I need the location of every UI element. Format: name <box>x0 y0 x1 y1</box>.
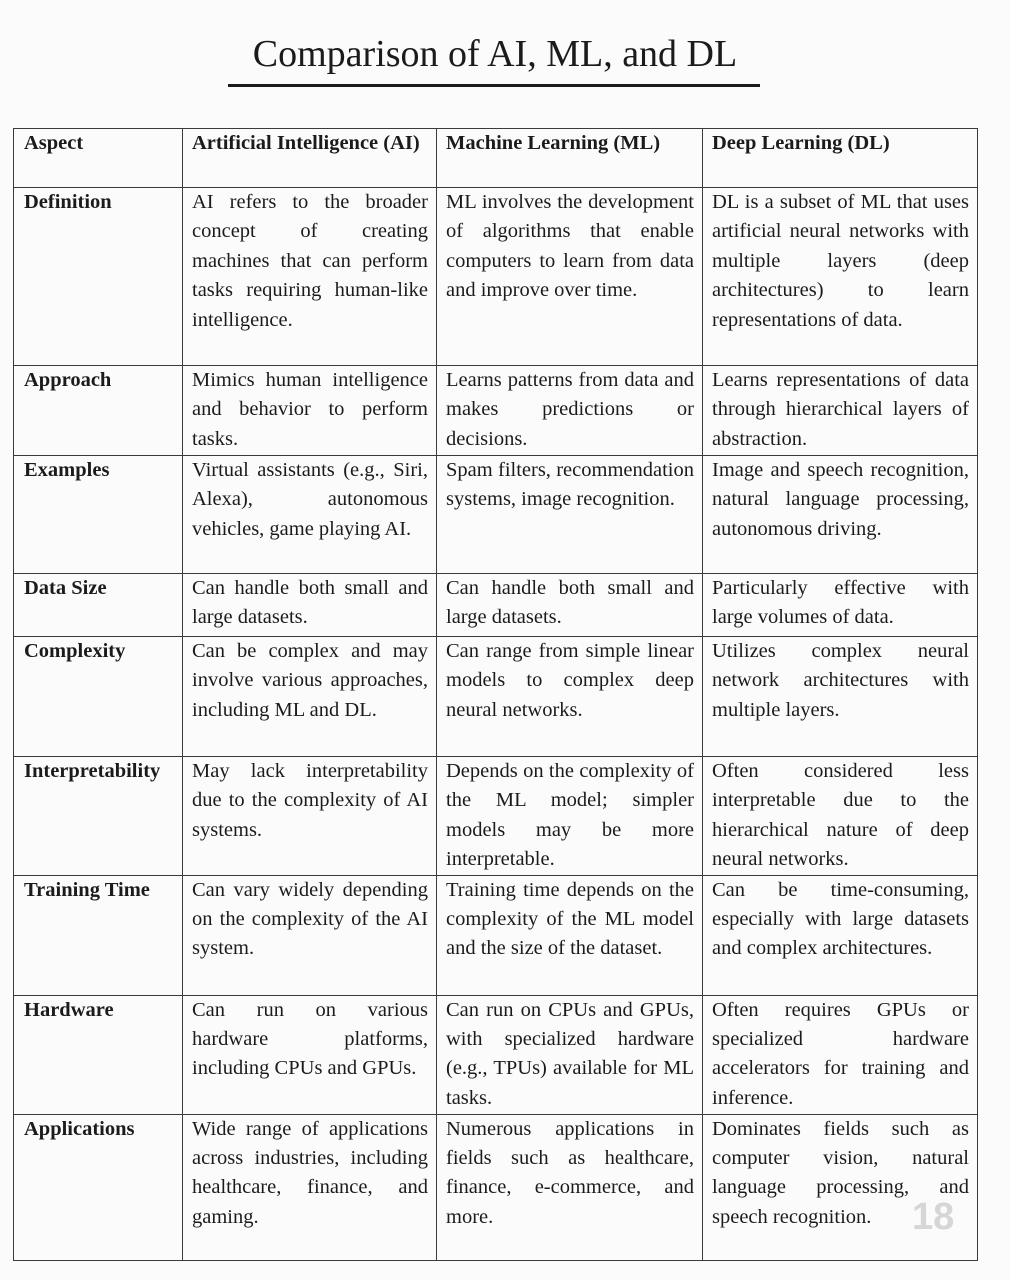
table-row <box>14 757 978 876</box>
page-number-watermark: 18 <box>912 1196 955 1238</box>
row-aspect: Applications <box>14 1114 183 1260</box>
row-ai: May lack interpretability due to the complexity of AI systems. <box>183 757 437 876</box>
table-row <box>14 456 978 574</box>
row-dl: Learns representations of data through hierarchical layers of abstraction. <box>703 366 978 456</box>
row-ai: Virtual assistants (e.g., Siri, Alexa), autonomous vehicles, game playing AI. <box>183 456 437 574</box>
table-row <box>14 1114 978 1260</box>
row-dl: Image and speech recognition, natural language processing, autonomous driving. <box>703 456 978 574</box>
row-aspect: Definition <box>14 188 183 366</box>
table-row <box>14 637 978 757</box>
table-row <box>14 366 978 456</box>
row-ai: Mimics human intelligence and behavior to perform tasks. <box>183 366 437 456</box>
header-ml: Machine Learning (ML) <box>437 129 703 188</box>
row-aspect: Data Size <box>14 574 183 637</box>
row-dl: Often considered less interpretable due to the hierarchical nature of deep neural networks. <box>703 757 978 876</box>
header-row <box>14 129 978 188</box>
row-aspect: Examples <box>14 456 183 574</box>
row-ml: Training time depends on the complexity of the ML model and the size of the dataset. <box>437 875 703 995</box>
row-ai: Can run on various hardware platforms, including CPUs and GPUs. <box>183 995 437 1114</box>
row-ai: Wide range of applications across industries, including healthcare, finance, and gaming. <box>183 1114 437 1260</box>
row-ml: Learns patterns from data and makes predictions or decisions. <box>437 366 703 456</box>
table-row <box>14 574 978 637</box>
row-ml: Numerous applications in fields such as healthcare, finance, e-commerce, and more. <box>437 1114 703 1260</box>
row-ai: Can handle both small and large datasets. <box>183 574 437 637</box>
header-ai: Artificial Intelligence (AI) <box>183 129 437 188</box>
row-aspect: Hardware <box>14 995 183 1114</box>
row-dl: DL is a subset of ML that uses artificial neural networks with multiple layers (deep architectures) to learn representations of data. <box>703 188 978 366</box>
table-row <box>14 995 978 1114</box>
row-dl: Often requires GPUs or specialized hardware accelerators for training and inference. <box>703 995 978 1114</box>
row-ml: Depends on the complexity of the ML model; simpler models may be more interpretable. <box>437 757 703 876</box>
row-ai: Can vary widely depending on the complexity of the AI system. <box>183 875 437 995</box>
row-ml: Spam filters, recommendation systems, image recognition. <box>437 456 703 574</box>
header-dl: Deep Learning (DL) <box>703 129 978 188</box>
row-ml: ML involves the development of algorithms that enable computers to learn from data and improve over time. <box>437 188 703 366</box>
title-underline <box>228 84 760 87</box>
row-aspect: Approach <box>14 366 183 456</box>
row-dl: Dominates fields such as computer vision, natural language processing, and speech recognition. <box>703 1114 978 1260</box>
row-ml: Can handle both small and large datasets. <box>437 574 703 637</box>
row-ml: Can run on CPUs and GPUs, with specialized hardware (e.g., TPUs) available for ML tasks. <box>437 995 703 1114</box>
row-aspect: Training Time <box>14 875 183 995</box>
table-row <box>14 875 978 995</box>
comparison-table <box>13 128 978 1261</box>
page-title: Comparison of AI, ML, and DL <box>252 33 738 75</box>
row-ml: Can range from simple linear models to complex deep neural networks. <box>437 637 703 757</box>
table-row <box>14 188 978 366</box>
header-aspect: Aspect <box>14 129 183 188</box>
row-dl: Particularly effective with large volumes of data. <box>703 574 978 637</box>
row-ai: AI refers to the broader concept of creating machines that can perform tasks requiring human-like intelligence. <box>183 188 437 366</box>
row-ai: Can be complex and may involve various approaches, including ML and DL. <box>183 637 437 757</box>
row-dl: Can be time-consuming, especially with large datasets and complex architectures. <box>703 875 978 995</box>
row-aspect: Interpretability <box>14 757 183 876</box>
row-aspect: Complexity <box>14 637 183 757</box>
row-dl: Utilizes complex neural network architectures with multiple layers. <box>703 637 978 757</box>
